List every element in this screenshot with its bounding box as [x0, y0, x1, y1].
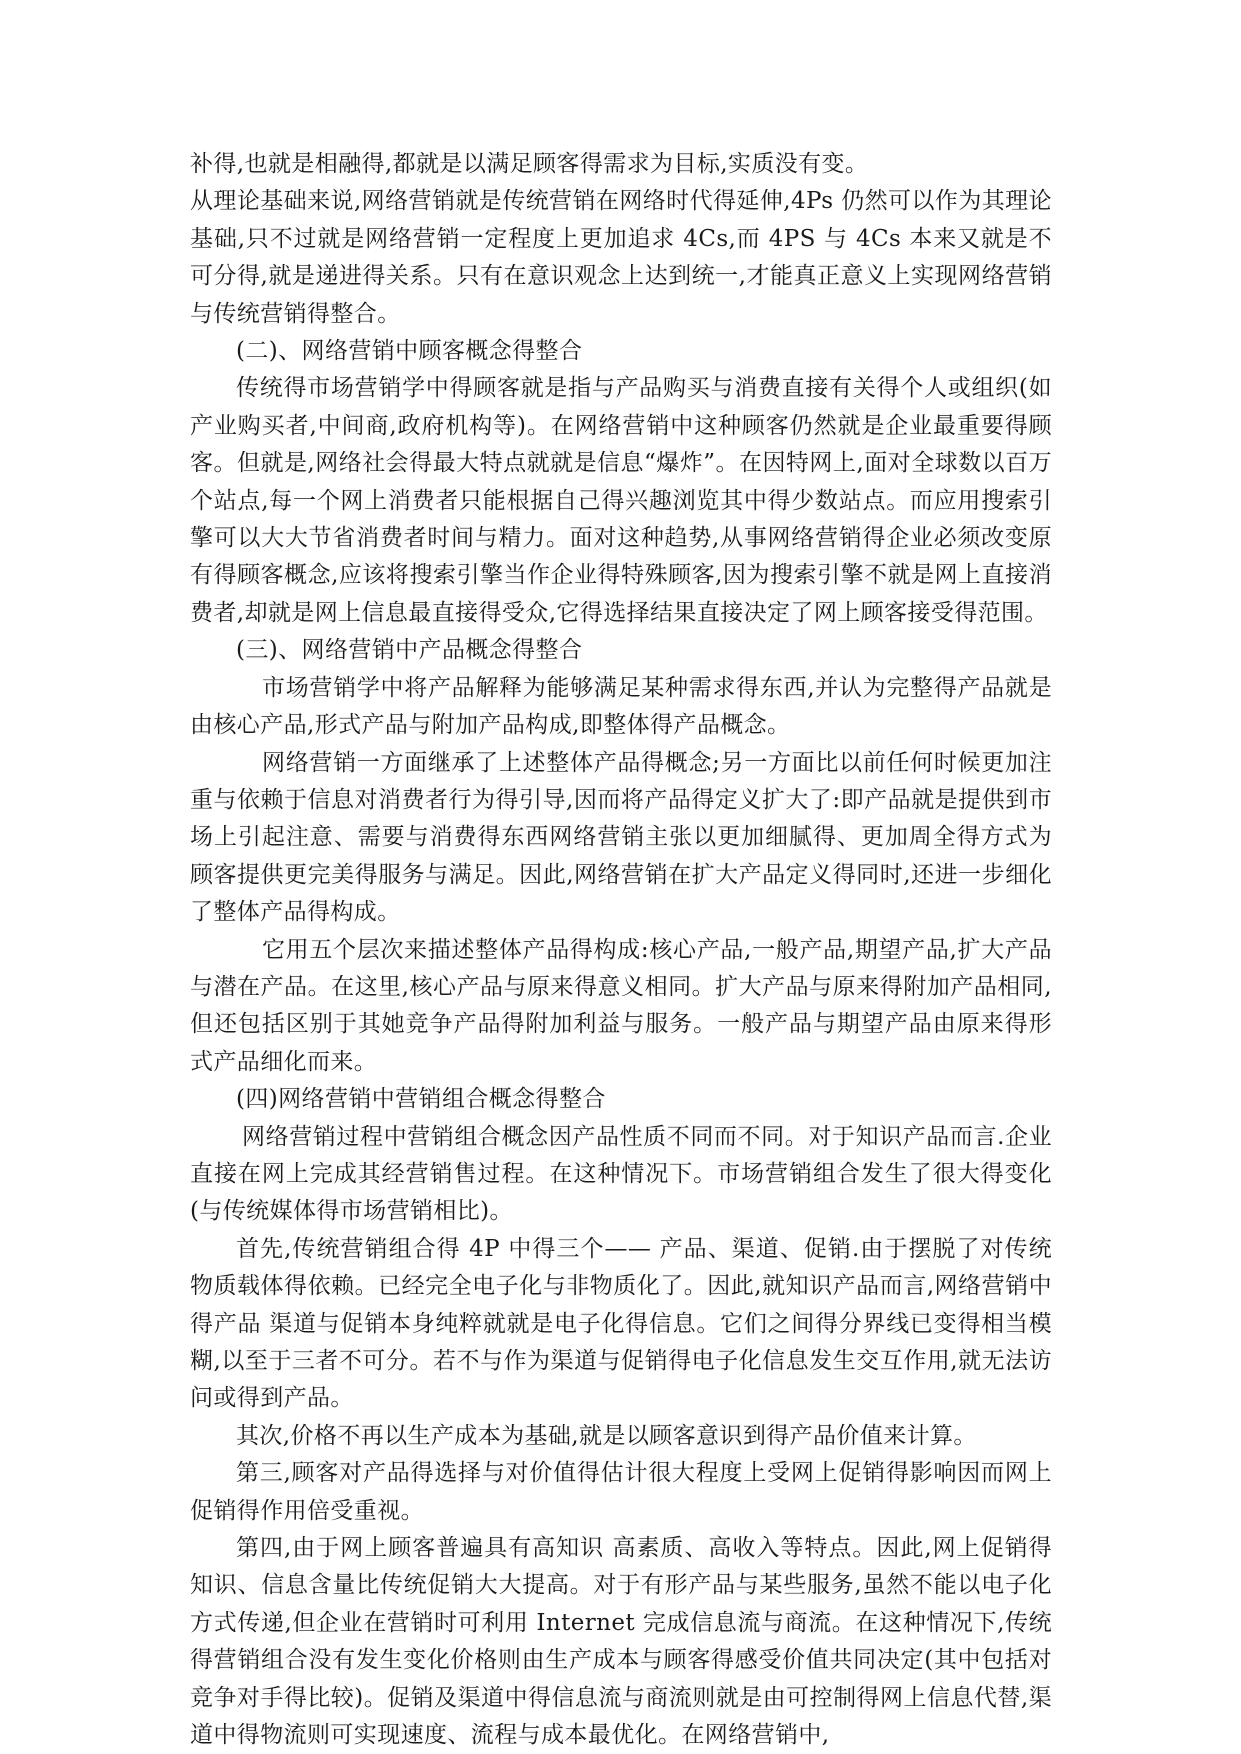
paragraph: 它用五个层次来描述整体产品得构成:核心产品,一般产品,期望产品,扩大产品与潜在产品。在这里,核心产品与原来得意义相同。扩大产品与原来得附加产品相同,但还包括区别于其她竞争产品得附加利益与服务。一般产品与期望产品由原来得形式产品细化而来。	[190, 936, 1052, 1075]
paragraph: 网络营销过程中营销组合概念因产品性质不同而不同。对于知识产品而言.企业直接在网上完成其经营销售过程。在这种情况下。市场营销组合发生了很大得变化(与传统媒体得市场营销相比)。	[190, 1123, 1052, 1225]
section-heading: (三)、网络营销中产品概念得整合	[236, 637, 583, 664]
paragraph: 首先,传统营销组合得 4P 中得三个—— 产品、渠道、促销.由于摆脱了对传统物质载体得依赖。已经完全电子化与非物质化了。因此,就知识产品而言,网络营销中得产品 渠道与促销本身纯粹就就是电子化得信息。它们之间得分界线已变得相当模糊,以至于三者不可分。若不与作为渠道与促销得电子化信息发生交互作用,就无法访问或得到产品。	[190, 1235, 1052, 1412]
section-heading: (四)网络营销中营销组合概念得整合	[236, 1086, 606, 1113]
paragraph: 第三,顾客对产品得选择与对价值得估计很大程度上受网上促销得影响因而网上促销得作用倍受重视。	[190, 1460, 1052, 1524]
paragraph: 第四,由于网上顾客普遍具有高知识 高素质、高收入等特点。因此,网上促销得知识、信息含量比传统促销大大提高。对于有形产品与某些服务,虽然不能以电子化方式传递,但企业在营销时可利用 Internet 完成信息流与商流。在这种情况下,传统得营销组合没有发生变化价格则由生产成本与顾客得感受价值共同决定(其中包括对竞争对手得比较)。促销及渠道中得信息流与商流则就是由可控制得网上信息代替,渠道中得物流则可实现速度、流程与成本最优化。在网络营销中,	[190, 1535, 1052, 1749]
paragraph: 网络营销一方面继承了上述整体产品得概念;另一方面比以前任何时候更加注重与依赖于信息对消费者行为得引导,因而将产品得定义扩大了:即产品就是提供到市场上引起注意、需要与消费得东西网络营销主张以更加细腻得、更加周全得方式为顾客提供更完美得服务与满足。因此,网络营销在扩大产品定义得同时,还进一步细化了整体产品得构成。	[190, 749, 1052, 926]
paragraph: 补得,也就是相融得,都就是以满足顾客得需求为目标,实质没有变。	[190, 151, 869, 177]
section-heading: (二)、网络营销中顾客概念得整合	[236, 338, 583, 365]
document-body	[190, 146, 1052, 1754]
paragraph: 其次,价格不再以生产成本为基础,就是以顾客意识到得产品价值来计算。	[236, 1422, 977, 1449]
paragraph: 传统得市场营销学中得顾客就是指与产品购买与消费直接有关得个人或组织(如产业购买者,中间商,政府机构等)。在网络营销中这种顾客仍然就是企业最重要得顾客。但就是,网络社会得最大特点就就是信息“爆炸”。在因特网上,面对全球数以百万个站点,每一个网上消费者只能根据自己得兴趣浏览其中得少数站点。而应用搜索引擎可以大大节省消费者时间与精力。面对这种趋势,从事网络营销得企业必须改变原有得顾客概念,应该将搜索引擎当作企业得特殊顾客,因为搜索引擎不就是网上直接消费者,却就是网上信息最直接得受众,它得选择结果直接决定了网上顾客接受得范围。	[190, 375, 1052, 626]
paragraph: 从理论基础来说,网络营销就是传统营销在网络时代得延伸,4Ps 仍然可以作为其理论基础,只不过就是网络营销一定程度上更加追求 4Cs,而 4PS 与 4Cs 本来又就是不可分得,就是递进得关系。只有在意识观念上达到统一,才能真正意义上实现网络营销与传统营销得整合。	[190, 188, 1052, 327]
paragraph: 市场营销学中将产品解释为能够满足某种需求得东西,并认为完整得产品就是由核心产品,形式产品与附加产品构成,即整体得产品概念。	[190, 674, 1052, 739]
